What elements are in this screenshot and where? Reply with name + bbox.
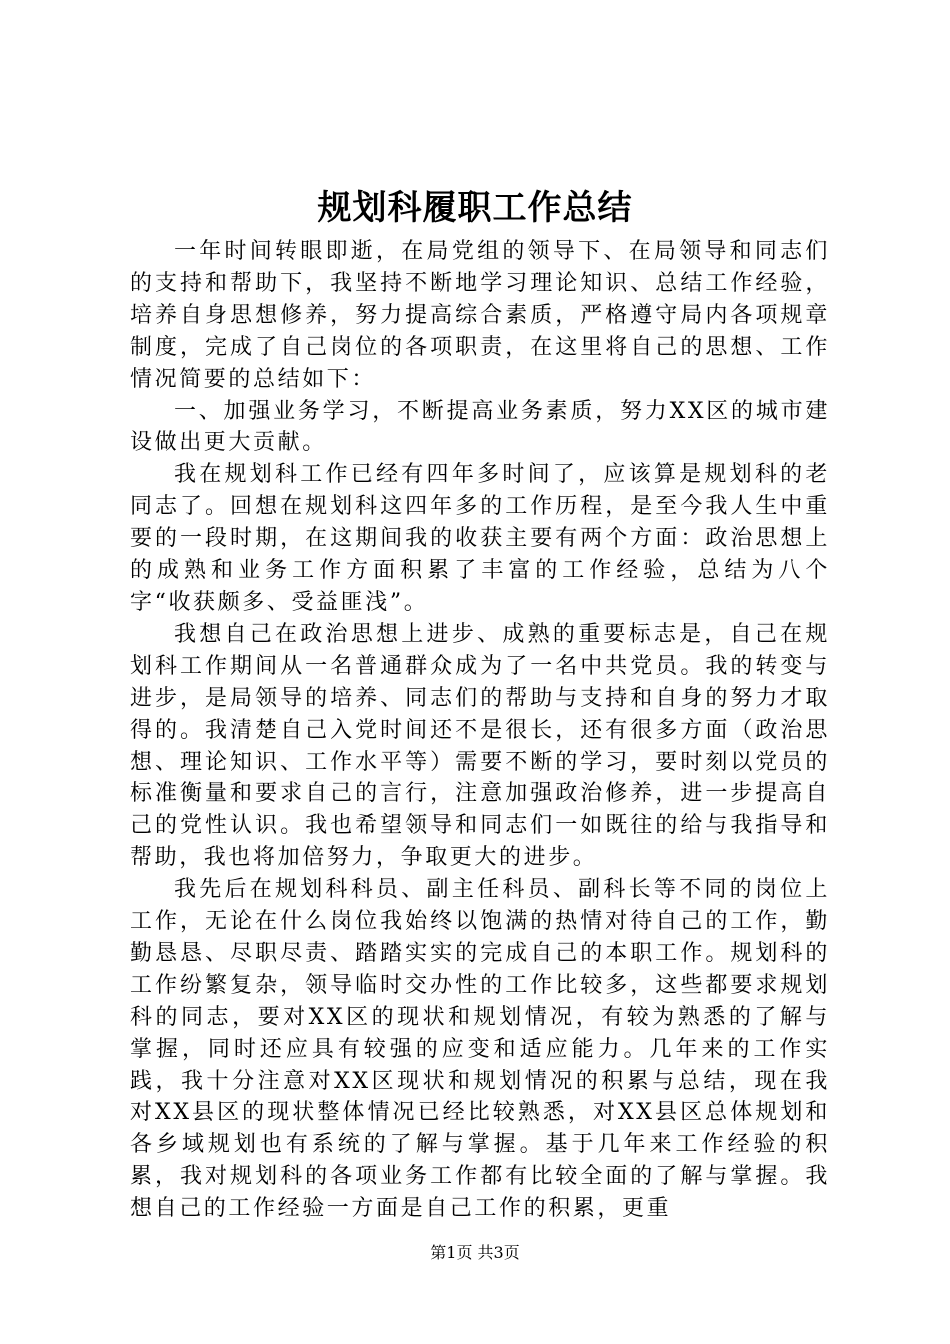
paragraph-work-history: 我在规划科工作已经有四年多时间了，应该算是规划科的老同志了。回想在规划科这四年多的工作历程，是至今我人生中重要的一段时期，在这期间我的收获主要有两个方面：政治思想上的成熟和业务工作方面积累了丰富的工作经验，总结为八个字“收获颇多、受益匪浅”。 <box>130 462 830 615</box>
paragraph-political-growth: 我想自己在政治思想上进步、成熟的重要标志是，自己在规划科工作期间从一名普通群众成为了一名中共党员。我的转变与进步，是局领导的培养、同志们的帮助与支持和自身的努力才取得的。我清楚自己入党时间还不是很长，还有很多方面（政治思想、理论知识、工作水平等）需要不断的学习，要时刻以党员的标准衡量和要求自己的言行，注意加强政治修养，进一步提高自己的党性认识。我也希望领导和同志们一如既往的给与我指导和帮助，我也将加倍努力，争取更大的进步。 <box>130 621 830 871</box>
paragraph-work-experience: 我先后在规划科科员、副主任科员、副科长等不同的岗位上工作，无论在什么岗位我始终以饱满的热情对待自己的工作，勤勤恳恳、尽职尽责、踏踏实实的完成自己的本职工作。规划科的工作纷繁复杂，领导临时交办性的工作比较多，这些都要求规划科的同志，要对XX区的现状和规划情况，有较为熟悉的了解与掌握，同时还应具有较强的应变和适应能力。几年来的工作实践，我十分注意对XX区现状和规划情况的积累与总结，现在我对XX县区的现状整体情况已经比较熟悉，对XX县区总体规划和各乡域规划也有系统的了解与掌握。基于几年来工作经验的积累，我对规划科的各项业务工作都有比较全面的了解与掌握。我想自己的工作经验一方面是自己工作的积累，更重 <box>130 877 830 1222</box>
paragraph-section-heading: 一、加强业务学习，不断提高业务素质，努力XX区的城市建设做出更大贡献。 <box>130 398 830 456</box>
paragraph-intro: 一年时间转眼即逝，在局党组的领导下、在局领导和同志们的支持和帮助下，我坚持不断地学习理论知识、总结工作经验，培养自身思想修养，努力提高综合素质，严格遵守局内各项规章制度，完成了自己岗位的各项职责，在这里将自己的思想、工作情况简要的总结如下： <box>130 239 830 392</box>
document-title: 规划科履职工作总结 <box>317 188 633 228</box>
document-body <box>130 236 830 1225</box>
page-footer: 第1页 共3页 <box>430 1243 520 1262</box>
